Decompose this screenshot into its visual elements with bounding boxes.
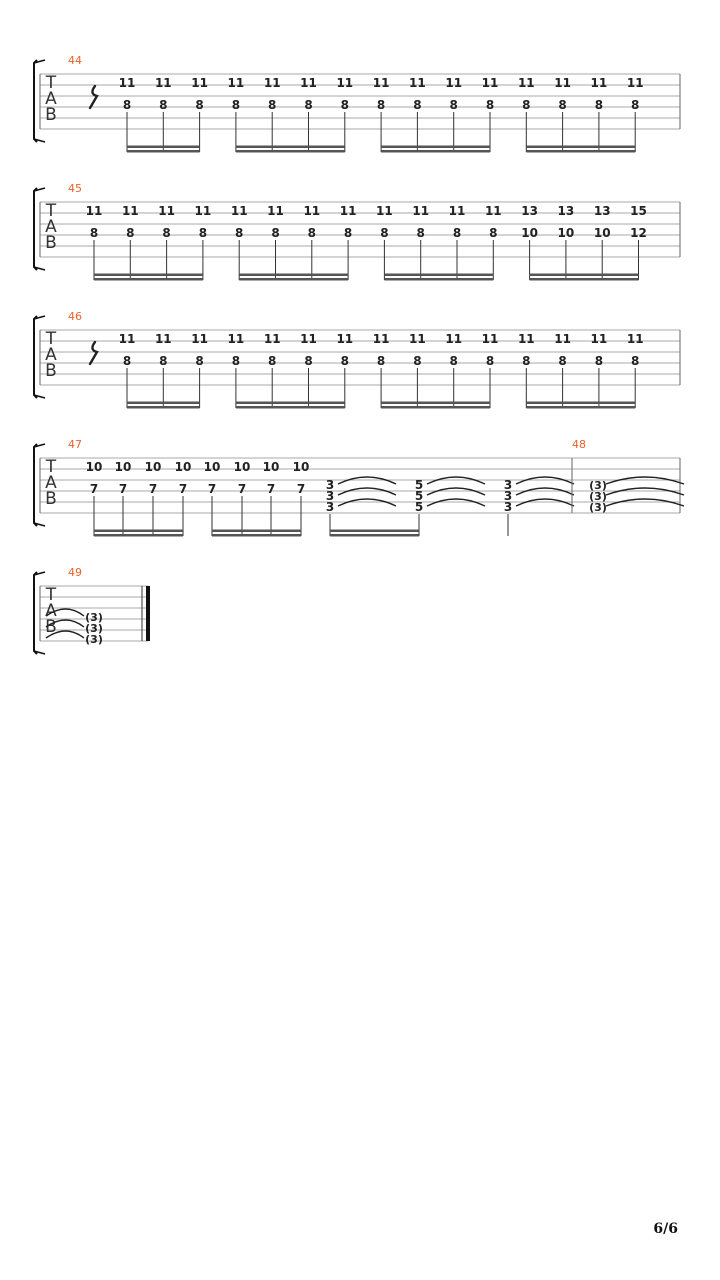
fret-number: 3 xyxy=(325,478,335,492)
fret-number: 10 xyxy=(262,460,280,474)
beam-secondary xyxy=(384,274,493,277)
beam-secondary xyxy=(330,530,419,533)
fret-number: 11 xyxy=(554,76,571,90)
fret-number: 8 xyxy=(340,98,349,112)
fret-number: 11 xyxy=(484,204,502,218)
beam-primary xyxy=(526,406,635,409)
fret-number: 11 xyxy=(409,332,426,346)
fret-number: 10 xyxy=(593,226,611,240)
tab-clef-letter: B xyxy=(45,105,57,125)
fret-number: 3 xyxy=(325,500,335,514)
system-bracket xyxy=(34,188,37,270)
fret-number: 11 xyxy=(448,204,466,218)
fret-number: 8 xyxy=(307,226,316,240)
tab-clef-letter: A xyxy=(45,601,57,621)
fret-number: 8 xyxy=(195,98,204,112)
tab-clef-letter: A xyxy=(45,217,57,237)
fret-number: 11 xyxy=(626,76,644,90)
beam-primary xyxy=(94,534,183,537)
fret-number: 7 xyxy=(296,482,306,496)
beam-secondary xyxy=(526,402,635,405)
fret-number: 11 xyxy=(409,76,426,90)
tab-system xyxy=(34,438,684,537)
fret-number: 8 xyxy=(340,354,349,368)
bar-number: 48 xyxy=(572,438,586,451)
fret-number: 11 xyxy=(339,204,357,218)
fret-number: 13 xyxy=(521,204,538,218)
bar-number: 46 xyxy=(68,310,82,323)
beam-secondary xyxy=(127,146,200,149)
fret-number: 11 xyxy=(376,204,393,218)
tab-system xyxy=(34,182,680,281)
fret-number: 8 xyxy=(558,354,567,368)
fret-number: 8 xyxy=(195,354,204,368)
beam-primary xyxy=(127,150,200,153)
fret-number: 8 xyxy=(594,354,604,368)
beam-secondary xyxy=(526,146,635,149)
system-bracket xyxy=(34,316,37,398)
fret-number: 12 xyxy=(630,226,647,240)
fret-number: 8 xyxy=(449,98,458,112)
tab-clef-letter: B xyxy=(45,361,57,381)
tab-clef-letter: T xyxy=(45,329,57,349)
fret-number: 7 xyxy=(237,482,247,496)
fret-number: 8 xyxy=(343,226,353,240)
beam-primary xyxy=(381,406,490,409)
fret-number: 11 xyxy=(445,76,463,90)
fret-number: 11 xyxy=(194,204,212,218)
fret-number: 7 xyxy=(118,482,128,496)
fret-number: (3) xyxy=(589,479,607,492)
bar-number: 45 xyxy=(68,182,82,195)
rest-icon xyxy=(90,342,97,364)
beam-primary xyxy=(330,534,419,537)
fret-number: 8 xyxy=(304,354,313,368)
tab-system xyxy=(34,566,148,654)
fret-number: 11 xyxy=(590,76,608,90)
beam-secondary xyxy=(236,402,345,405)
fret-number: 8 xyxy=(376,354,386,368)
beam-secondary xyxy=(127,402,200,405)
fret-number: 11 xyxy=(336,76,354,90)
beam-secondary xyxy=(239,274,348,277)
fret-number: 11 xyxy=(118,332,136,346)
fret-number: 3 xyxy=(503,478,513,492)
fret-number: 3 xyxy=(503,500,513,514)
fret-number: 11 xyxy=(121,204,139,218)
tab-clef-letter: A xyxy=(45,473,57,493)
tab-system xyxy=(34,310,680,409)
fret-number: 11 xyxy=(158,204,175,218)
tab-clef-letter: T xyxy=(45,457,57,477)
fret-number: 7 xyxy=(148,482,158,496)
system-bracket xyxy=(34,444,37,526)
fret-number: 8 xyxy=(122,98,132,112)
bar-number: 47 xyxy=(68,438,82,451)
fret-number: 8 xyxy=(159,98,168,112)
fret-number: 11 xyxy=(303,204,321,218)
fret-number: 8 xyxy=(485,98,495,112)
fret-number: 8 xyxy=(522,98,531,112)
beam-primary xyxy=(94,278,203,281)
fret-number: 8 xyxy=(235,226,244,240)
fret-number: 8 xyxy=(198,226,208,240)
fret-number: 5 xyxy=(414,489,424,503)
beam-primary xyxy=(526,150,635,153)
fret-number: 8 xyxy=(162,226,171,240)
fret-number: 8 xyxy=(304,98,313,112)
beam-primary xyxy=(530,278,639,281)
beam-primary xyxy=(384,278,493,281)
fret-number: 10 xyxy=(203,460,221,474)
tab-clef-letter: T xyxy=(45,585,57,605)
fret-number: 11 xyxy=(300,332,317,346)
fret-number: 11 xyxy=(372,332,390,346)
fret-number: 8 xyxy=(159,354,168,368)
beam-primary xyxy=(236,406,345,409)
fret-number: 11 xyxy=(517,332,535,346)
beam-primary xyxy=(127,406,200,409)
beam-secondary xyxy=(236,146,345,149)
fret-number: (3) xyxy=(85,622,103,635)
fret-number: 11 xyxy=(412,204,430,218)
fret-number: 10 xyxy=(85,460,103,474)
fret-number: 11 xyxy=(590,332,608,346)
fret-number: 8 xyxy=(413,98,422,112)
fret-number: 13 xyxy=(593,204,611,218)
bar-number: 49 xyxy=(68,566,82,579)
beam-secondary xyxy=(381,146,490,149)
fret-number: 8 xyxy=(489,226,498,240)
fret-number: 10 xyxy=(144,460,162,474)
fret-number: 11 xyxy=(118,76,136,90)
fret-number: 11 xyxy=(445,332,463,346)
fret-number: 5 xyxy=(414,478,424,492)
fret-number: 8 xyxy=(631,98,640,112)
fret-number: 11 xyxy=(372,76,390,90)
fret-number: 8 xyxy=(449,354,458,368)
fret-number: 11 xyxy=(227,76,245,90)
fret-number: 10 xyxy=(292,460,310,474)
tab-clef-letter: B xyxy=(45,617,57,637)
bar-number: 44 xyxy=(68,54,82,67)
fret-number: (3) xyxy=(85,633,103,646)
fret-number: 3 xyxy=(503,489,513,503)
beam-secondary xyxy=(94,530,183,533)
fret-number: 11 xyxy=(336,332,354,346)
tab-clef-letter: A xyxy=(45,89,57,109)
fret-number: 8 xyxy=(268,354,277,368)
beam-secondary xyxy=(530,274,639,277)
tab-clef-letter: A xyxy=(45,345,57,365)
fret-number: 11 xyxy=(191,76,208,90)
fret-number: 10 xyxy=(114,460,132,474)
fret-number: 8 xyxy=(452,226,462,240)
beam-primary xyxy=(212,534,301,537)
fret-number: 7 xyxy=(89,482,99,496)
fret-number: 11 xyxy=(626,332,644,346)
page-number: 6/6 xyxy=(653,1221,678,1237)
fret-number: 15 xyxy=(630,204,647,218)
fret-number: 7 xyxy=(266,482,276,496)
fret-number: 8 xyxy=(594,98,604,112)
fret-number: 11 xyxy=(85,204,103,218)
fret-number: 8 xyxy=(231,354,241,368)
system-bracket xyxy=(34,60,37,142)
fret-number: 11 xyxy=(481,332,499,346)
fret-number: 10 xyxy=(557,226,575,240)
fret-number: 8 xyxy=(231,98,241,112)
fret-number: 11 xyxy=(191,332,208,346)
beam-primary xyxy=(381,150,490,153)
tab-clef-letter: B xyxy=(45,233,57,253)
fret-number: 8 xyxy=(558,98,567,112)
fret-number: 10 xyxy=(521,226,538,240)
fret-number: 11 xyxy=(263,76,281,90)
tab-system xyxy=(34,54,680,153)
fret-number: 10 xyxy=(174,460,192,474)
fret-number: 11 xyxy=(227,332,245,346)
fret-number: (3) xyxy=(85,611,103,624)
tab-clef-letter: T xyxy=(45,73,57,93)
fret-number: 11 xyxy=(554,332,571,346)
system-bracket xyxy=(34,572,37,654)
fret-number: (3) xyxy=(589,490,607,503)
fret-number: 11 xyxy=(263,332,281,346)
fret-number: 7 xyxy=(178,482,188,496)
fret-number: 10 xyxy=(233,460,251,474)
fret-number: 8 xyxy=(126,226,135,240)
fret-number: 8 xyxy=(268,98,277,112)
fret-number: 8 xyxy=(380,226,389,240)
fret-number: 8 xyxy=(631,354,640,368)
fret-number: 8 xyxy=(416,226,425,240)
fret-number: 8 xyxy=(522,354,531,368)
beam-primary xyxy=(239,278,348,281)
fret-number: 8 xyxy=(89,226,99,240)
fret-number: 3 xyxy=(325,489,335,503)
beam-secondary xyxy=(381,402,490,405)
tab-clef-letter: B xyxy=(45,489,57,509)
fret-number: 13 xyxy=(557,204,575,218)
tab-clef-letter: T xyxy=(45,201,57,221)
fret-number: 8 xyxy=(413,354,422,368)
rest-icon xyxy=(90,86,97,108)
fret-number: 11 xyxy=(267,204,284,218)
fret-number: 11 xyxy=(300,76,317,90)
fret-number: (3) xyxy=(589,501,607,514)
fret-number: 11 xyxy=(230,204,248,218)
fret-number: 8 xyxy=(485,354,495,368)
beam-primary xyxy=(236,150,345,153)
fret-number: 11 xyxy=(154,332,172,346)
fret-number: 8 xyxy=(376,98,386,112)
fret-number: 7 xyxy=(207,482,217,496)
fret-number: 8 xyxy=(122,354,132,368)
fret-number: 8 xyxy=(271,226,280,240)
beam-secondary xyxy=(94,274,203,277)
beam-secondary xyxy=(212,530,301,533)
fret-number: 11 xyxy=(154,76,172,90)
fret-number: 11 xyxy=(517,76,535,90)
fret-number: 5 xyxy=(414,500,424,514)
fret-number: 11 xyxy=(481,76,499,90)
